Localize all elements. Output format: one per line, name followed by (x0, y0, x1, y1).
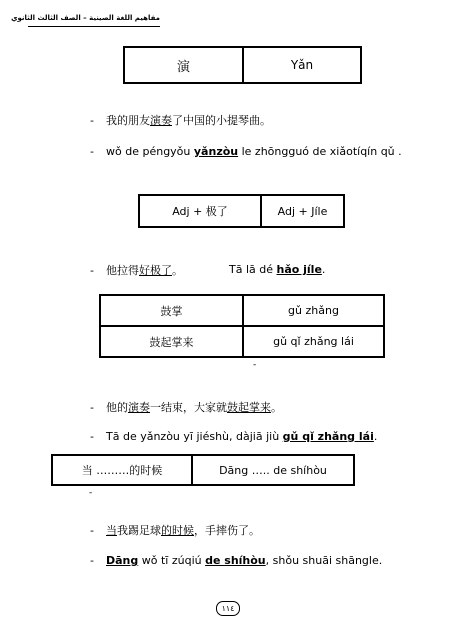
text-span: , shǒu shuāi shāngle. (265, 554, 383, 567)
sentence-3-chinese (90, 399, 282, 415)
vocab-pinyin-cell: gǔ qǐ zhǎng lái (243, 326, 384, 357)
text-span: ，手摔伤了。 (194, 524, 260, 537)
text-span: 一结束，大家就 (150, 401, 227, 414)
text-span: . (321, 263, 326, 276)
vocab-table-guzhang (99, 294, 385, 358)
bold-underlined-word: hǎo jíle (276, 263, 322, 276)
page-header-title: مفاهيم اللغة الصينية – الصف الثالث الثانوي (11, 14, 160, 22)
underlined-word: 演奏 (128, 401, 150, 414)
text-span: wǒ de péngyǒu (106, 145, 194, 158)
underlined-word: 好极了 (139, 264, 172, 277)
sentence-4-pinyin (90, 554, 382, 567)
bold-underlined-word: yǎnzòu (193, 145, 239, 158)
sentence-4-chinese (90, 522, 260, 538)
vocab-hanzi-cell: 演 (124, 47, 243, 83)
underlined-word: 演奏 (150, 114, 172, 127)
bullet-dash: - (90, 524, 94, 537)
pattern-left-cell: Adj + 极了 (139, 195, 261, 227)
text-span: 他的 (106, 401, 128, 414)
text-span: wǒ tī zúqiú (138, 554, 206, 567)
text-span: 。 (271, 401, 282, 414)
stray-dash: - (253, 360, 257, 370)
text-span: 我的朋友 (106, 114, 150, 127)
text-span: 我踢足球 (117, 524, 161, 537)
page-number: ١١٤ (216, 601, 240, 616)
sentence-2-pinyin (229, 263, 325, 276)
vocab-table-yan (123, 46, 362, 84)
bold-underlined-word: gǔ qǐ zhǎng lái (282, 430, 374, 443)
bold-underlined-word: Dāng (106, 554, 139, 567)
text-span: 他拉得 (106, 264, 139, 277)
stray-dash: - (89, 488, 93, 498)
text-span: Tā lā dé (229, 263, 277, 276)
text-span: le zhōngguó de xiǎotíqín qǔ . (238, 145, 402, 158)
text-span: 。 (172, 264, 183, 277)
underlined-word: 当 (106, 524, 117, 537)
pattern-left-cell: 当 ………的时候 (52, 455, 192, 485)
bullet-dash: - (90, 430, 94, 443)
underlined-word: 的时候 (161, 524, 194, 537)
bullet-dash: - (90, 401, 94, 414)
bullet-dash: - (90, 554, 94, 567)
vocab-hanzi-cell: 鼓起掌来 (100, 326, 243, 357)
pattern-right-cell: Dāng ….. de shíhòu (192, 455, 354, 485)
text-span: 了中国的小提琴曲。 (172, 114, 271, 127)
text-span: . (373, 430, 378, 443)
pattern-table-jile (138, 194, 345, 228)
bullet-dash: - (90, 114, 94, 127)
pattern-table-dang (51, 454, 355, 486)
sentence-2 (90, 262, 183, 278)
text-span: Tā de yǎnzòu yī jiéshù, dàjiā jiù (106, 430, 283, 443)
vocab-hanzi-cell: 鼓掌 (100, 295, 243, 326)
sentence-3-pinyin (90, 430, 377, 443)
vocab-pinyin-cell: Yǎn (243, 47, 361, 83)
header-underline (28, 26, 160, 27)
vocab-pinyin-cell: gǔ zhǎng (243, 295, 384, 326)
sentence-1-pinyin (90, 145, 402, 158)
sentence-1-chinese (90, 112, 271, 128)
bullet-dash: - (90, 145, 94, 158)
underlined-word: 鼓起掌来 (227, 401, 271, 414)
bold-underlined-word: de shíhòu (205, 554, 266, 567)
bullet-dash: - (90, 264, 94, 277)
pattern-right-cell: Adj + Jíle (261, 195, 344, 227)
